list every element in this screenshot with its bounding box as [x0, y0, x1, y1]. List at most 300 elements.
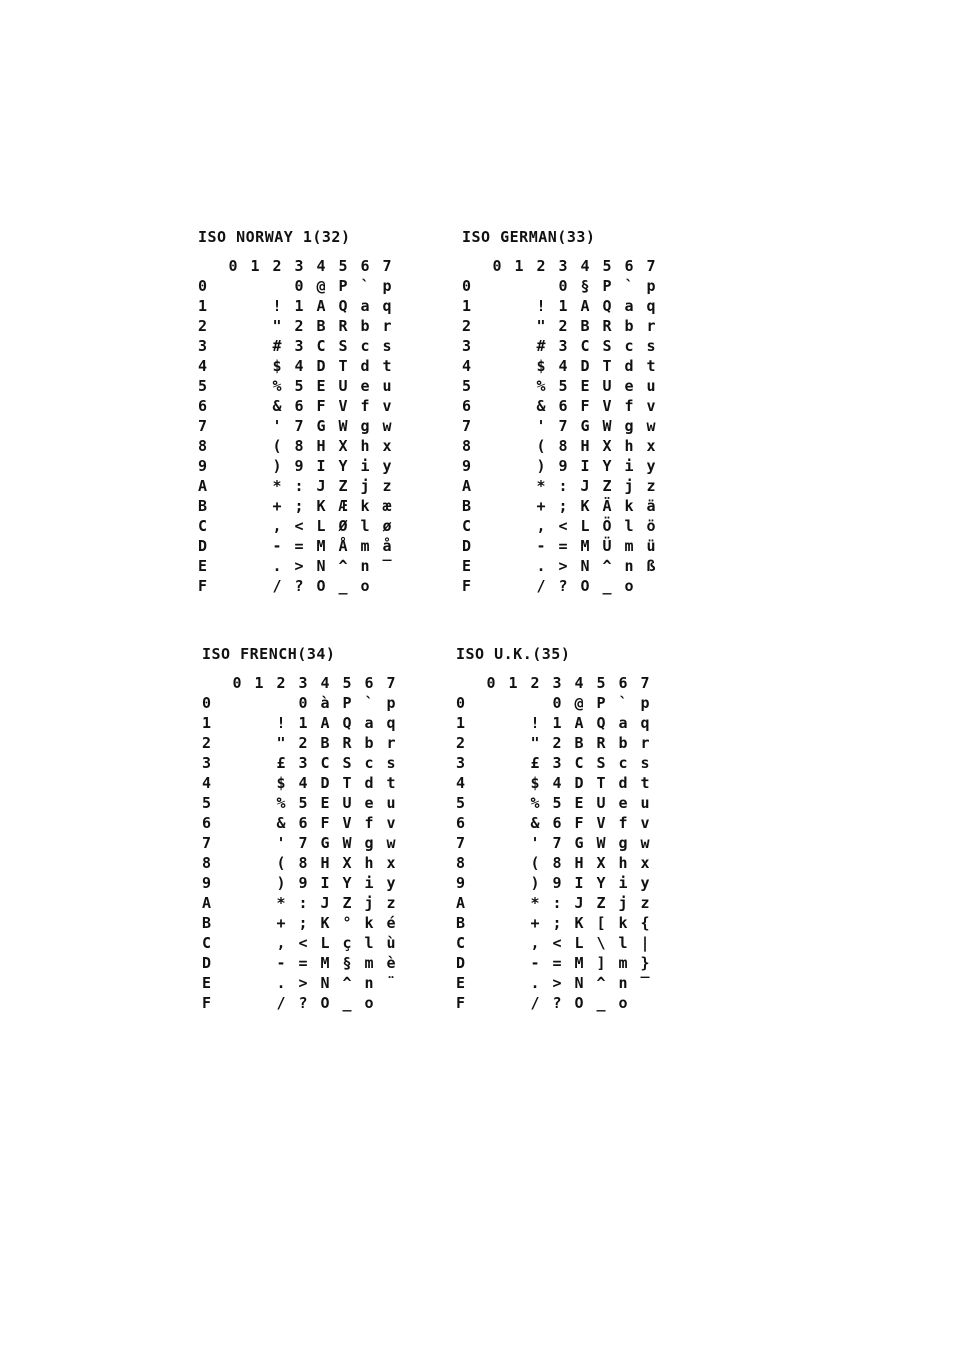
char-cell: *: [272, 477, 282, 495]
char-cell: Ö: [602, 517, 612, 535]
row-label: B: [198, 497, 208, 515]
char-cell: <: [294, 517, 304, 535]
char-cell: #: [536, 337, 546, 355]
row-label: 0: [456, 694, 466, 712]
char-cell: t: [386, 774, 396, 792]
char-cell: J: [320, 894, 330, 912]
char-cell: J: [580, 477, 590, 495]
char-cell: C: [580, 337, 590, 355]
char-cell: I: [320, 874, 330, 892]
char-cell: 7: [558, 417, 568, 435]
row-label: A: [198, 477, 208, 495]
row-label: 1: [202, 714, 212, 732]
char-cell: b: [618, 734, 628, 752]
char-cell: R: [338, 317, 348, 335]
row-label: 3: [202, 754, 212, 772]
char-cell: M: [580, 537, 590, 555]
char-cell: :: [298, 894, 308, 912]
char-cell: Q: [602, 297, 612, 315]
char-cell: b: [624, 317, 634, 335]
char-cell: ,: [276, 934, 286, 952]
char-cell: E: [320, 794, 330, 812]
char-cell: +: [536, 497, 546, 515]
column-header: 0: [228, 257, 238, 275]
row-label: 4: [198, 357, 208, 375]
row-label: 1: [198, 297, 208, 315]
char-cell: \: [596, 934, 606, 952]
char-cell: h: [624, 437, 634, 455]
char-cell: U: [338, 377, 348, 395]
char-cell: æ: [382, 497, 392, 515]
char-cell: V: [338, 397, 348, 415]
char-cell: 5: [298, 794, 308, 812]
row-label: 1: [456, 714, 466, 732]
char-cell: /: [530, 994, 540, 1012]
char-cell: ù: [386, 934, 396, 952]
column-header: 7: [640, 674, 650, 692]
char-cell: D: [316, 357, 326, 375]
char-cell: @: [574, 694, 584, 712]
char-cell: ): [276, 874, 286, 892]
char-cell: U: [602, 377, 612, 395]
char-cell: s: [382, 337, 392, 355]
char-cell: ä: [646, 497, 656, 515]
char-cell: Y: [602, 457, 612, 475]
char-cell: ^: [342, 974, 352, 992]
char-cell: u: [640, 794, 650, 812]
char-cell: g: [364, 834, 374, 852]
char-cell: A: [574, 714, 584, 732]
row-label: 7: [456, 834, 466, 852]
char-cell: i: [360, 457, 370, 475]
char-cell: _: [338, 577, 348, 595]
char-cell: ": [272, 317, 282, 335]
row-label: 0: [198, 277, 208, 295]
char-cell: V: [596, 814, 606, 832]
char-cell: d: [624, 357, 634, 375]
char-cell: m: [360, 537, 370, 555]
column-header: 6: [624, 257, 634, 275]
row-label: 4: [462, 357, 472, 375]
char-cell: j: [624, 477, 634, 495]
char-cell: 1: [298, 714, 308, 732]
char-cell: 6: [298, 814, 308, 832]
char-cell: Ü: [602, 537, 612, 555]
column-header: 4: [316, 257, 326, 275]
char-cell: q: [640, 714, 650, 732]
row-label: 5: [456, 794, 466, 812]
char-cell: h: [364, 854, 374, 872]
char-cell: >: [294, 557, 304, 575]
char-cell: K: [316, 497, 326, 515]
char-cell: ;: [552, 914, 562, 932]
char-cell: p: [386, 694, 396, 712]
char-cell: F: [580, 397, 590, 415]
table-title: ISO NORWAY 1(32): [198, 228, 351, 246]
char-cell: N: [574, 974, 584, 992]
char-cell: t: [646, 357, 656, 375]
column-header: 1: [250, 257, 260, 275]
row-label: 7: [202, 834, 212, 852]
char-cell: 6: [552, 814, 562, 832]
char-cell: n: [624, 557, 634, 575]
char-cell: @: [316, 277, 326, 295]
row-label: 2: [202, 734, 212, 752]
char-cell: I: [316, 457, 326, 475]
char-cell: M: [574, 954, 584, 972]
char-cell: ß: [646, 557, 656, 575]
row-label: 2: [198, 317, 208, 335]
char-cell: X: [596, 854, 606, 872]
char-cell: W: [596, 834, 606, 852]
char-cell: r: [640, 734, 650, 752]
char-cell: d: [360, 357, 370, 375]
char-cell: T: [342, 774, 352, 792]
char-cell: z: [386, 894, 396, 912]
char-cell: (: [536, 437, 546, 455]
column-header: 7: [386, 674, 396, 692]
char-cell: $: [530, 774, 540, 792]
column-header: 1: [254, 674, 264, 692]
char-cell: B: [316, 317, 326, 335]
char-cell: a: [618, 714, 628, 732]
char-cell: 0: [552, 694, 562, 712]
column-header: 7: [382, 257, 392, 275]
char-cell: B: [574, 734, 584, 752]
char-cell: P: [338, 277, 348, 295]
row-label: E: [202, 974, 212, 992]
char-cell: C: [316, 337, 326, 355]
row-label: 5: [462, 377, 472, 395]
char-cell: ": [276, 734, 286, 752]
char-cell: c: [364, 754, 374, 772]
char-cell: ?: [294, 577, 304, 595]
char-cell: d: [618, 774, 628, 792]
char-cell: F: [574, 814, 584, 832]
char-cell: y: [646, 457, 656, 475]
char-cell: 1: [294, 297, 304, 315]
char-cell: *: [276, 894, 286, 912]
char-cell: 9: [294, 457, 304, 475]
char-cell: 8: [552, 854, 562, 872]
char-cell: G: [316, 417, 326, 435]
char-cell: y: [640, 874, 650, 892]
row-label: 4: [202, 774, 212, 792]
char-cell: G: [574, 834, 584, 852]
char-cell: >: [558, 557, 568, 575]
char-cell: x: [640, 854, 650, 872]
column-header: 7: [646, 257, 656, 275]
char-cell: Y: [342, 874, 352, 892]
column-header: 6: [360, 257, 370, 275]
row-label: 3: [462, 337, 472, 355]
row-label: 8: [198, 437, 208, 455]
char-cell: j: [360, 477, 370, 495]
row-label: 9: [462, 457, 472, 475]
row-label: B: [202, 914, 212, 932]
char-cell: a: [364, 714, 374, 732]
char-cell: T: [596, 774, 606, 792]
char-cell: 4: [298, 774, 308, 792]
char-cell: E: [574, 794, 584, 812]
char-cell: L: [316, 517, 326, 535]
char-cell: N: [580, 557, 590, 575]
char-cell: A: [316, 297, 326, 315]
column-header: 4: [320, 674, 330, 692]
char-cell: &: [272, 397, 282, 415]
char-cell: M: [316, 537, 326, 555]
char-cell: 3: [558, 337, 568, 355]
char-cell: &: [276, 814, 286, 832]
column-header: 1: [514, 257, 524, 275]
char-cell: å: [382, 537, 392, 555]
char-cell: Q: [596, 714, 606, 732]
char-cell: ": [530, 734, 540, 752]
char-cell: I: [574, 874, 584, 892]
char-cell: e: [618, 794, 628, 812]
char-cell: E: [580, 377, 590, 395]
char-cell: q: [646, 297, 656, 315]
char-cell: _: [602, 577, 612, 595]
char-cell: x: [646, 437, 656, 455]
char-cell: k: [360, 497, 370, 515]
char-cell: S: [342, 754, 352, 772]
char-cell: m: [364, 954, 374, 972]
column-header: 3: [298, 674, 308, 692]
char-cell: y: [386, 874, 396, 892]
char-cell: z: [640, 894, 650, 912]
char-cell: è: [386, 954, 396, 972]
char-cell: K: [574, 914, 584, 932]
char-cell: %: [276, 794, 286, 812]
char-cell: W: [342, 834, 352, 852]
row-label: 7: [462, 417, 472, 435]
char-cell: p: [382, 277, 392, 295]
char-cell: p: [640, 694, 650, 712]
row-label: 6: [456, 814, 466, 832]
char-cell: £: [276, 754, 286, 772]
char-cell: w: [646, 417, 656, 435]
char-cell: E: [316, 377, 326, 395]
char-cell: k: [364, 914, 374, 932]
char-cell: C: [574, 754, 584, 772]
char-cell: `: [618, 694, 628, 712]
char-cell: r: [382, 317, 392, 335]
char-cell: (: [530, 854, 540, 872]
char-cell: b: [364, 734, 374, 752]
row-label: F: [456, 994, 466, 1012]
char-cell: i: [618, 874, 628, 892]
char-cell: ]: [596, 954, 606, 972]
char-cell: D: [580, 357, 590, 375]
table-title: ISO U.K.(35): [456, 645, 571, 663]
char-cell: d: [364, 774, 374, 792]
char-cell: ': [530, 834, 540, 852]
char-cell: /: [272, 577, 282, 595]
char-cell: q: [382, 297, 392, 315]
char-cell: o: [624, 577, 634, 595]
char-cell: q: [386, 714, 396, 732]
char-cell: v: [640, 814, 650, 832]
char-cell: :: [558, 477, 568, 495]
row-label: 7: [198, 417, 208, 435]
char-cell: 6: [294, 397, 304, 415]
char-cell: J: [316, 477, 326, 495]
column-header: 5: [596, 674, 606, 692]
char-cell: l: [364, 934, 374, 952]
column-header: 0: [486, 674, 496, 692]
char-cell: U: [596, 794, 606, 812]
char-cell: m: [618, 954, 628, 972]
char-cell: <: [552, 934, 562, 952]
char-cell: A: [580, 297, 590, 315]
char-cell: }: [640, 954, 650, 972]
char-cell: n: [364, 974, 374, 992]
row-label: 3: [198, 337, 208, 355]
char-cell: H: [574, 854, 584, 872]
char-cell: V: [342, 814, 352, 832]
char-cell: F: [316, 397, 326, 415]
row-label: D: [202, 954, 212, 972]
char-cell: T: [338, 357, 348, 375]
char-cell: :: [552, 894, 562, 912]
char-cell: n: [360, 557, 370, 575]
column-header: 6: [364, 674, 374, 692]
char-cell: %: [530, 794, 540, 812]
char-cell: L: [580, 517, 590, 535]
column-header: 6: [618, 674, 628, 692]
char-cell: .: [276, 974, 286, 992]
char-cell: H: [316, 437, 326, 455]
char-cell: c: [618, 754, 628, 772]
char-cell: §: [580, 277, 590, 295]
char-cell: _: [342, 994, 352, 1012]
row-label: D: [456, 954, 466, 972]
char-cell: ç: [342, 934, 352, 952]
row-label: 4: [456, 774, 466, 792]
char-cell: 8: [558, 437, 568, 455]
char-cell: k: [618, 914, 628, 932]
char-cell: 4: [558, 357, 568, 375]
column-header: 2: [536, 257, 546, 275]
row-label: 1: [462, 297, 472, 315]
char-cell: s: [646, 337, 656, 355]
row-label: E: [462, 557, 472, 575]
char-cell: 0: [558, 277, 568, 295]
column-header: 2: [272, 257, 282, 275]
column-header: 2: [276, 674, 286, 692]
char-cell: x: [382, 437, 392, 455]
char-cell: B: [320, 734, 330, 752]
char-cell: 2: [552, 734, 562, 752]
char-cell: v: [386, 814, 396, 832]
char-cell: e: [624, 377, 634, 395]
char-cell: ;: [294, 497, 304, 515]
row-label: A: [456, 894, 466, 912]
column-header: 4: [574, 674, 584, 692]
char-cell: R: [596, 734, 606, 752]
row-label: F: [462, 577, 472, 595]
char-cell: J: [574, 894, 584, 912]
char-cell: a: [624, 297, 634, 315]
char-cell: :: [294, 477, 304, 495]
char-cell: r: [646, 317, 656, 335]
char-cell: X: [342, 854, 352, 872]
char-cell: z: [646, 477, 656, 495]
char-cell: u: [646, 377, 656, 395]
row-label: F: [202, 994, 212, 1012]
char-cell: 7: [552, 834, 562, 852]
column-header: 2: [530, 674, 540, 692]
char-cell: ': [272, 417, 282, 435]
char-cell: ‾: [382, 557, 392, 575]
char-cell: ): [536, 457, 546, 475]
char-cell: 3: [552, 754, 562, 772]
char-cell: *: [536, 477, 546, 495]
char-cell: 0: [294, 277, 304, 295]
char-cell: W: [338, 417, 348, 435]
char-cell: O: [316, 577, 326, 595]
char-cell: l: [624, 517, 634, 535]
char-cell: r: [386, 734, 396, 752]
char-cell: -: [530, 954, 540, 972]
row-label: A: [462, 477, 472, 495]
char-cell: 6: [558, 397, 568, 415]
row-label: 9: [198, 457, 208, 475]
char-cell: ^: [338, 557, 348, 575]
char-cell: ': [536, 417, 546, 435]
char-cell: .: [272, 557, 282, 575]
char-cell: /: [536, 577, 546, 595]
char-cell: t: [640, 774, 650, 792]
char-cell: ?: [552, 994, 562, 1012]
char-cell: s: [386, 754, 396, 772]
char-cell: 2: [558, 317, 568, 335]
char-cell: e: [364, 794, 374, 812]
char-cell: (: [276, 854, 286, 872]
char-cell: f: [624, 397, 634, 415]
char-cell: =: [298, 954, 308, 972]
char-cell: K: [320, 914, 330, 932]
char-cell: +: [276, 914, 286, 932]
char-cell: X: [338, 437, 348, 455]
char-cell: §: [342, 954, 352, 972]
char-cell: Z: [342, 894, 352, 912]
char-cell: 1: [552, 714, 562, 732]
char-cell: g: [618, 834, 628, 852]
row-label: 9: [202, 874, 212, 892]
char-cell: ': [276, 834, 286, 852]
char-cell: .: [536, 557, 546, 575]
char-cell: S: [602, 337, 612, 355]
row-label: D: [462, 537, 472, 555]
char-cell: Æ: [338, 497, 348, 515]
char-cell: g: [360, 417, 370, 435]
char-cell: P: [602, 277, 612, 295]
char-cell: X: [602, 437, 612, 455]
row-label: C: [202, 934, 212, 952]
column-header: 3: [558, 257, 568, 275]
char-cell: ): [272, 457, 282, 475]
char-cell: !: [272, 297, 282, 315]
char-cell: c: [360, 337, 370, 355]
char-cell: x: [386, 854, 396, 872]
char-cell: 9: [552, 874, 562, 892]
row-label: 5: [198, 377, 208, 395]
char-cell: 7: [294, 417, 304, 435]
char-cell: <: [298, 934, 308, 952]
char-cell: S: [338, 337, 348, 355]
